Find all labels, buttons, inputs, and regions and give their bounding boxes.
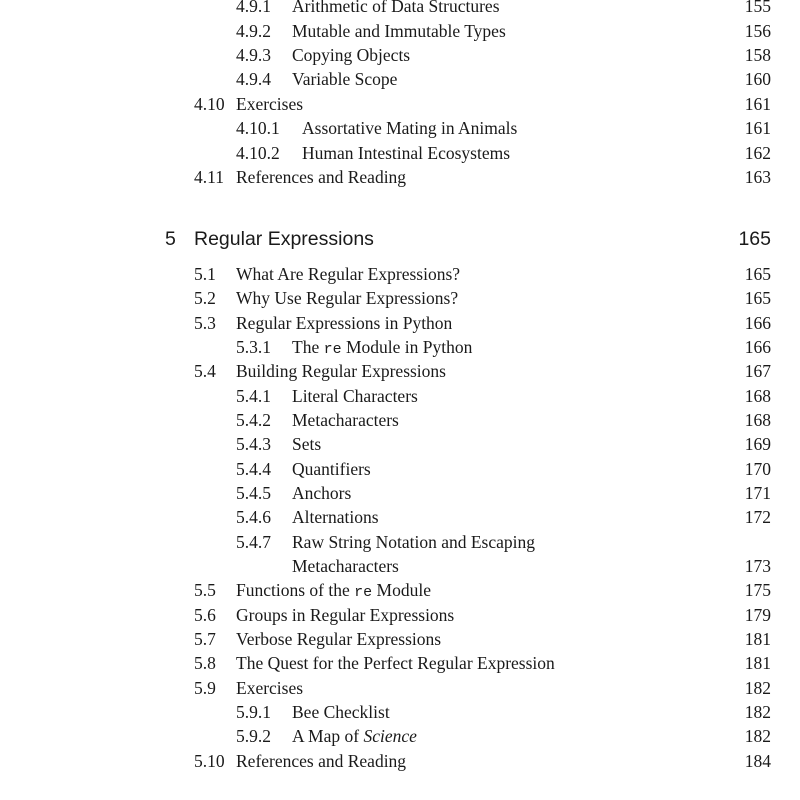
toc-entry-title: Groups in Regular Expressions xyxy=(236,605,455,625)
toc-entry-title: References and Reading xyxy=(236,751,407,771)
toc-page-number: 175 xyxy=(744,580,771,600)
toc-page-number: 181 xyxy=(744,629,771,649)
toc-title-text: Functions of the xyxy=(236,580,355,600)
toc-entry-number: 5.1 xyxy=(194,264,216,284)
toc-entry-title: Why Use Regular Expressions? xyxy=(236,288,459,308)
toc-entry-number: 5.4.6 xyxy=(236,507,271,527)
toc-entry[interactable] xyxy=(0,67,800,91)
toc-page-number: 165 xyxy=(744,288,771,308)
toc-page-number: 165 xyxy=(744,264,771,284)
toc-entry-number: 5.7 xyxy=(194,629,216,649)
toc-entry[interactable] xyxy=(0,92,800,116)
toc-title-code: re xyxy=(354,584,373,601)
toc-entry-title xyxy=(292,724,417,748)
toc-entry-title: Human Intestinal Ecosystems xyxy=(302,143,511,163)
toc-page-number: 171 xyxy=(744,483,771,503)
toc-entry-number: 4.9.1 xyxy=(236,0,271,16)
toc-page-number: 181 xyxy=(744,653,771,673)
toc-page-number: 156 xyxy=(744,21,771,41)
toc-entry-number: 4.10.2 xyxy=(236,143,280,163)
toc-entry[interactable] xyxy=(0,43,800,67)
toc-entry[interactable] xyxy=(0,505,800,529)
toc-entry[interactable] xyxy=(0,311,800,335)
toc-entry[interactable] xyxy=(0,0,800,18)
toc-entry-number: 4.9.2 xyxy=(236,21,271,41)
toc-page-number: 162 xyxy=(744,143,771,163)
toc-page-number: 169 xyxy=(744,434,771,454)
toc-entry[interactable] xyxy=(0,481,800,505)
toc-page-number: 161 xyxy=(744,94,771,114)
toc-entry-number: 5.4.1 xyxy=(236,386,271,406)
toc-entry[interactable] xyxy=(0,530,800,554)
toc-title-text: Module in Python xyxy=(341,337,473,357)
toc-title-text: A Map of xyxy=(292,726,364,746)
toc-entry[interactable] xyxy=(0,165,800,189)
toc-entry-number: 5.4.7 xyxy=(236,532,271,552)
toc-entry-number: 5.10 xyxy=(194,751,225,771)
toc-page-number: 182 xyxy=(744,726,771,746)
toc-entry[interactable] xyxy=(0,384,800,408)
toc-entry-number: 5.3 xyxy=(194,313,216,333)
toc-entry-title: Sets xyxy=(292,434,322,454)
toc-entry[interactable] xyxy=(0,578,800,602)
toc-entry-title: Variable Scope xyxy=(292,69,398,89)
toc-page-number: 161 xyxy=(744,118,771,138)
toc-page-number: 160 xyxy=(744,69,771,89)
toc-entry-title: Building Regular Expressions xyxy=(236,361,446,381)
toc-entry-title: Anchors xyxy=(292,483,352,503)
toc-page-number: 182 xyxy=(744,678,771,698)
toc-entry[interactable] xyxy=(0,335,800,359)
toc-entry-title: Verbose Regular Expressions xyxy=(236,629,442,649)
toc-entry-title xyxy=(292,335,472,362)
toc-page-number: 166 xyxy=(744,313,771,333)
toc-entry-title: Quantifiers xyxy=(292,459,371,479)
toc-entry-number: 4.9.3 xyxy=(236,45,271,65)
toc-page-number: 166 xyxy=(744,337,771,357)
toc-entry-title: Bee Checklist xyxy=(292,702,390,722)
toc-entry[interactable] xyxy=(0,432,800,456)
toc-entry-title: Assortative Mating in Animals xyxy=(302,118,518,138)
toc-entry-number: 5.5 xyxy=(194,580,216,600)
toc-page-number: 158 xyxy=(744,45,771,65)
toc-entry-number: 5.8 xyxy=(194,653,216,673)
toc-entry[interactable] xyxy=(0,19,800,43)
toc-page-number: 184 xyxy=(744,751,771,771)
toc-page-number: 155 xyxy=(744,0,771,16)
toc-entry-number: 5.4.3 xyxy=(236,434,271,454)
toc-entry[interactable] xyxy=(0,724,800,748)
toc-entry-title: Arithmetic of Data Structures xyxy=(292,0,500,16)
toc-title-text: Module xyxy=(372,580,431,600)
toc-entry[interactable] xyxy=(0,749,800,773)
toc-title-code: re xyxy=(323,341,342,358)
toc-entry-number: 4.11 xyxy=(194,167,224,187)
toc-entry-number: 4.10 xyxy=(194,94,225,114)
toc-entry[interactable] xyxy=(0,141,800,165)
toc-entry-title: What Are Regular Expressions? xyxy=(236,264,461,284)
toc-entry-title: Alternations xyxy=(292,507,379,527)
toc-entry-title: Metacharacters xyxy=(292,410,399,430)
toc-entry-title: Exercises xyxy=(236,94,304,114)
toc-title-italic: Science xyxy=(363,726,417,746)
toc-page-number: 165 xyxy=(738,228,771,250)
toc-page-number: 168 xyxy=(744,386,771,406)
toc-entry-title: Regular Expressions xyxy=(194,228,374,250)
toc-entry[interactable] xyxy=(0,286,800,310)
toc-entry-title: Metacharacters xyxy=(292,556,399,576)
toc-page-number: 173 xyxy=(744,556,771,576)
toc-page-number: 168 xyxy=(744,410,771,430)
toc-entry-title: Regular Expressions in Python xyxy=(236,313,453,333)
toc-entry[interactable] xyxy=(0,700,800,724)
toc-entry-title: Exercises xyxy=(236,678,304,698)
toc-page-number: 179 xyxy=(744,605,771,625)
toc-entry-number: 4.9.4 xyxy=(236,69,271,89)
toc-entry-number: 5.9.1 xyxy=(236,702,271,722)
toc-entry[interactable] xyxy=(0,554,800,578)
toc-entry-number: 5 xyxy=(165,228,176,250)
toc-entry[interactable] xyxy=(0,408,800,432)
toc-page-number: 163 xyxy=(744,167,771,187)
toc-entry[interactable] xyxy=(0,457,800,481)
toc-entry[interactable] xyxy=(0,603,800,627)
toc-entry[interactable] xyxy=(0,651,800,675)
toc-entry-number: 5.2 xyxy=(194,288,216,308)
toc-entry-number: 5.4.5 xyxy=(236,483,271,503)
toc-chapter-entry[interactable] xyxy=(0,225,800,253)
toc-entry-title: Copying Objects xyxy=(292,45,411,65)
toc-entry-title: Literal Characters xyxy=(292,386,418,406)
toc-entry-number: 5.3.1 xyxy=(236,337,271,357)
toc-entry[interactable] xyxy=(0,116,800,140)
toc-entry-title xyxy=(236,578,431,605)
toc-entry-number: 5.9 xyxy=(194,678,216,698)
toc-page-number: 172 xyxy=(744,507,771,527)
toc-entry[interactable] xyxy=(0,676,800,700)
toc-entry-number: 5.6 xyxy=(194,605,216,625)
toc-entry-number: 5.4 xyxy=(194,361,216,381)
toc-page-number: 167 xyxy=(744,361,771,381)
toc-entry[interactable] xyxy=(0,627,800,651)
toc-entry-number: 5.4.2 xyxy=(236,410,271,430)
toc-entry-number: 5.9.2 xyxy=(236,726,271,746)
toc-entry-title: Raw String Notation and Escaping xyxy=(292,532,536,552)
toc-entry-number: 5.4.4 xyxy=(236,459,271,479)
toc-page-number: 182 xyxy=(744,702,771,722)
toc-entry-title: The Quest for the Perfect Regular Expression xyxy=(236,653,555,673)
toc-entry-number: 4.10.1 xyxy=(236,118,280,138)
toc-entry-title: References and Reading xyxy=(236,167,407,187)
toc-entry-title: Mutable and Immutable Types xyxy=(292,21,506,41)
toc-entry[interactable] xyxy=(0,359,800,383)
toc-title-text: The xyxy=(292,337,324,357)
toc-page-number: 170 xyxy=(744,459,771,479)
toc-entry[interactable] xyxy=(0,262,800,286)
